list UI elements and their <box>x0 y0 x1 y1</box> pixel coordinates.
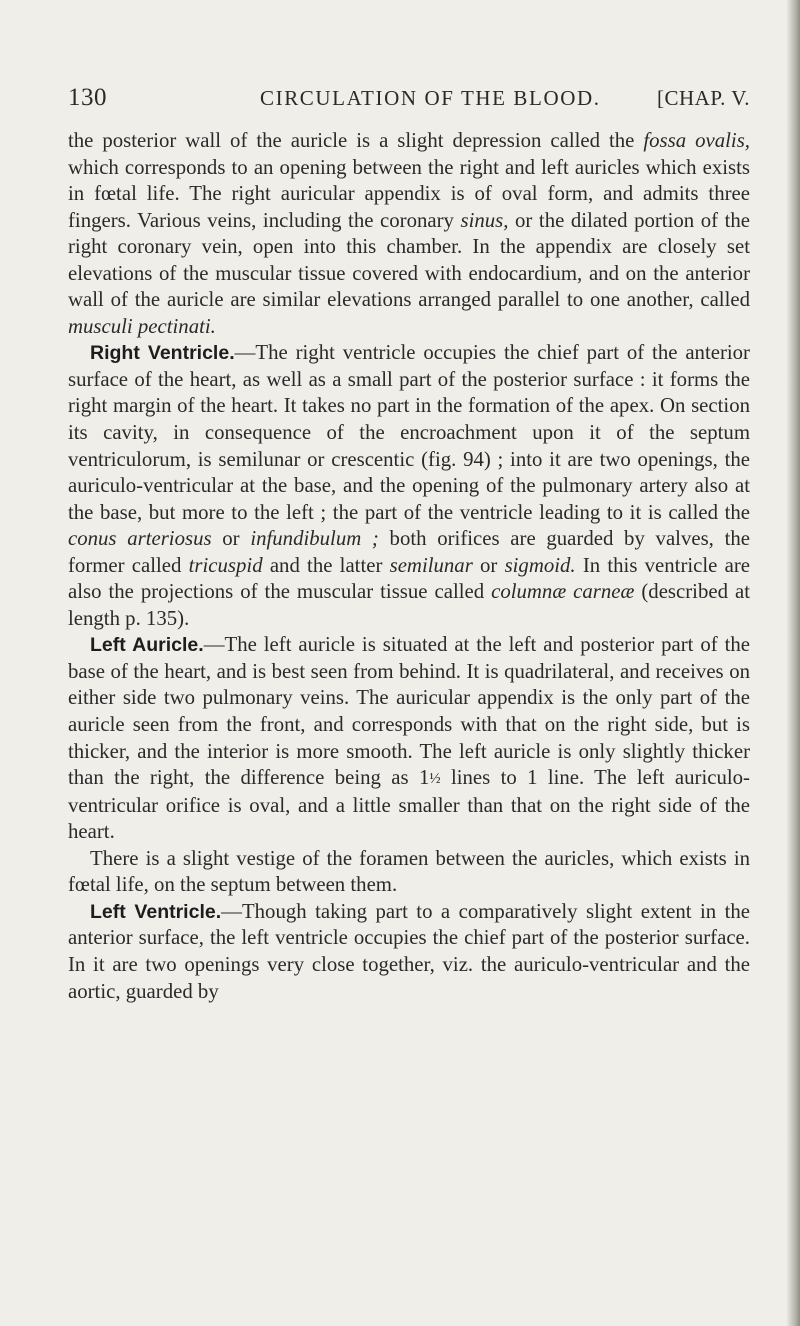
section-heading-right-ventricle: Right Ventricle. <box>90 342 235 365</box>
text-run: which corresponds to an opening between the right and left auricles which exists in fœtal life. The right auricular appendix is of oval form, and admits three fingers. Various veins, including the coronary <box>68 155 750 232</box>
text-run: There is a slight vestige of the foramen between the auricles, which exists in fœtal life, on the septum between them. <box>68 846 750 897</box>
body-text <box>68 128 750 1005</box>
section-heading-left-ventricle: Left Ventricle. <box>90 900 222 923</box>
term-musculi-pectinati: musculi pectinati. <box>68 314 216 338</box>
paragraph-right-auricle-continued <box>68 128 750 340</box>
term-sinus: sinus, <box>460 208 509 232</box>
text-run: or <box>211 527 251 551</box>
term-infundibulum: infundibulum ; <box>250 527 379 551</box>
section-heading-left-auricle: Left Auricle. <box>90 634 204 657</box>
paragraph-left-auricle <box>68 632 750 845</box>
text-run: (described at length p. 135). <box>68 580 750 630</box>
text-run: In this ventricle are also the projections of the muscular tissue called <box>68 553 750 604</box>
text-run: or the dilated portion of the right coronary vein, open into this chamber. In the appendix are closely set elevations of the muscular tissue covered with endocardium, and on the anterior wall of the auricle are similar elevations arranged parallel to one another, called <box>68 208 751 312</box>
text-run: —Though taking part to a comparatively slight extent in the anterior surface, the left ventricle occupies the chief part of the posterior surface. In it are two openings very close together, viz. the auriculo-ventricular and the aortic, guarded by <box>68 899 751 1003</box>
text-run: lines to 1 line. The left auriculo-ventricular orifice is oval, and a little smaller than that on the right side of the heart. <box>68 766 750 844</box>
running-title: CIRCULATION OF THE BLOOD. <box>260 86 601 110</box>
paragraph-foramen-vestige <box>68 846 750 899</box>
paragraph-left-ventricle <box>68 899 750 1005</box>
page-number: 130 <box>68 84 107 111</box>
text-run: —The right ventricle occupies the chief part of the anterior surface of the heart, as well as a small part of the posterior surface : it forms the right margin of the heart. It takes no part in the formation of the apex. On section its cavity, in consequence of the encroachment upon it of the septum ventriculorum, is semilunar or crescentic (fig. 94) ; into it are two openings, the auriculo-ventricular at the base, and the opening of the pulmonary artery also at the base, but more to the left ; the part of the ventricle leading to it is called the <box>68 341 750 524</box>
text-run: both orifices are guarded by valves, the former called <box>68 527 750 577</box>
text-run: the posterior wall of the auricle is a slight depression called the <box>68 129 644 152</box>
page-edge-shadow <box>786 0 800 1326</box>
term-semilunar: semilunar <box>389 553 473 577</box>
text-run: —The left auricle is situated at the left and posterior part of the base of the heart, and is best seen from behind. It is quadrilateral, and receives on either side two pulmonary veins. The auricular appendix is the only part of the auricle seen from the front, and corresponds with that on the right side, but is thicker, and the interior is more smooth. The left auricle is only slightly thicker than the right, the difference being as 1 <box>68 633 750 790</box>
paragraph-right-ventricle <box>68 340 750 632</box>
fraction-half: ½ <box>429 771 441 788</box>
term-sigmoid: sigmoid. <box>504 553 576 577</box>
term-conus-arteriosus: conus arteriosus <box>68 527 212 551</box>
chapter-label: [CHAP. V. <box>656 86 750 110</box>
term-fossa-ovalis: fossa ovalis, <box>643 129 750 152</box>
text-run: or <box>472 553 505 577</box>
running-header <box>68 84 750 114</box>
term-columnae-carneae: columnæ carneæ <box>491 580 635 604</box>
term-tricuspid: tricuspid <box>188 553 263 577</box>
text-run: and the latter <box>262 553 390 577</box>
